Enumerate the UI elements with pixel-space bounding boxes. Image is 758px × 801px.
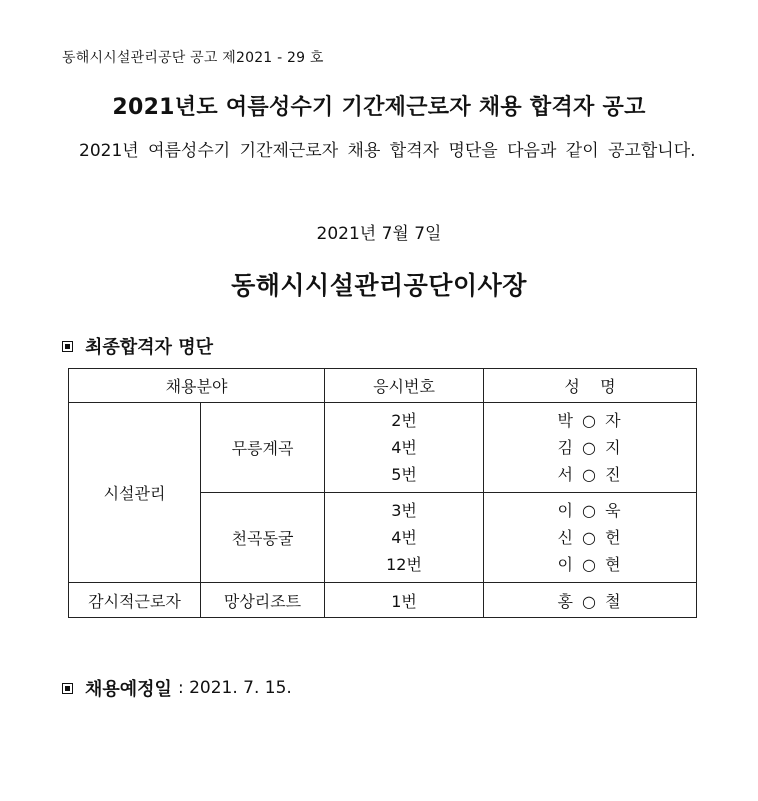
category-cell: 감시적근로자	[69, 583, 201, 618]
roster-table	[68, 368, 697, 618]
square-bullet-icon	[62, 341, 73, 352]
exam-number: 12번	[386, 555, 422, 574]
name-cell	[484, 403, 697, 493]
square-bullet-icon	[62, 683, 73, 694]
candidate-name: 홍 ○ 철	[484, 583, 697, 618]
exam-number: 4번	[391, 438, 417, 457]
candidate-name: 신 ○ 헌	[557, 528, 623, 547]
table-row	[69, 403, 697, 493]
exam-number: 5번	[391, 465, 417, 484]
area-cell: 무릉계곡	[201, 403, 325, 493]
page-title: 2021년도 여름성수기 기간제근로자 채용 합격자 공고	[112, 95, 646, 120]
exam-number: 1번	[325, 583, 484, 618]
schedule-label: 채용예정일	[85, 679, 172, 700]
candidate-name: 김 ○ 지	[557, 438, 623, 457]
header-exam-number: 응시번호	[325, 369, 484, 403]
announcement-date: 2021년 7월 7일	[316, 224, 442, 244]
candidate-name: 서 ○ 진	[557, 465, 623, 484]
header-name: 성 명	[484, 369, 697, 403]
notice-number: 동해시시설관리공단 공고 제2021 - 29 호	[62, 50, 324, 66]
name-cell	[484, 493, 697, 583]
issuer-name: 동해시시설관리공단이사장	[231, 271, 527, 300]
table-row	[69, 583, 697, 618]
candidate-name: 박 ○ 자	[557, 411, 623, 430]
table-header-row	[69, 369, 697, 403]
area-cell: 천곡동굴	[201, 493, 325, 583]
exam-number-cell	[325, 493, 484, 583]
area-cell: 망상리조트	[201, 583, 325, 618]
header-field: 채용분야	[69, 369, 325, 403]
section-schedule	[62, 675, 292, 701]
candidate-name: 이 ○ 현	[557, 555, 623, 574]
announcement-body: 2021년 여름성수기 기간제근로자 채용 합격자 명단을 다음과 같이 공고합니다.	[79, 141, 696, 161]
category-cell: 시설관리	[69, 403, 201, 583]
exam-number: 4번	[391, 528, 417, 547]
exam-number-cell	[325, 403, 484, 493]
section-roster-heading	[62, 333, 213, 359]
section-roster-label: 최종합격자 명단	[85, 337, 213, 358]
candidate-name: 이 ○ 욱	[557, 501, 623, 520]
schedule-date: : 2021. 7. 15.	[177, 678, 292, 698]
exam-number: 3번	[391, 501, 417, 520]
exam-number: 2번	[391, 411, 417, 430]
